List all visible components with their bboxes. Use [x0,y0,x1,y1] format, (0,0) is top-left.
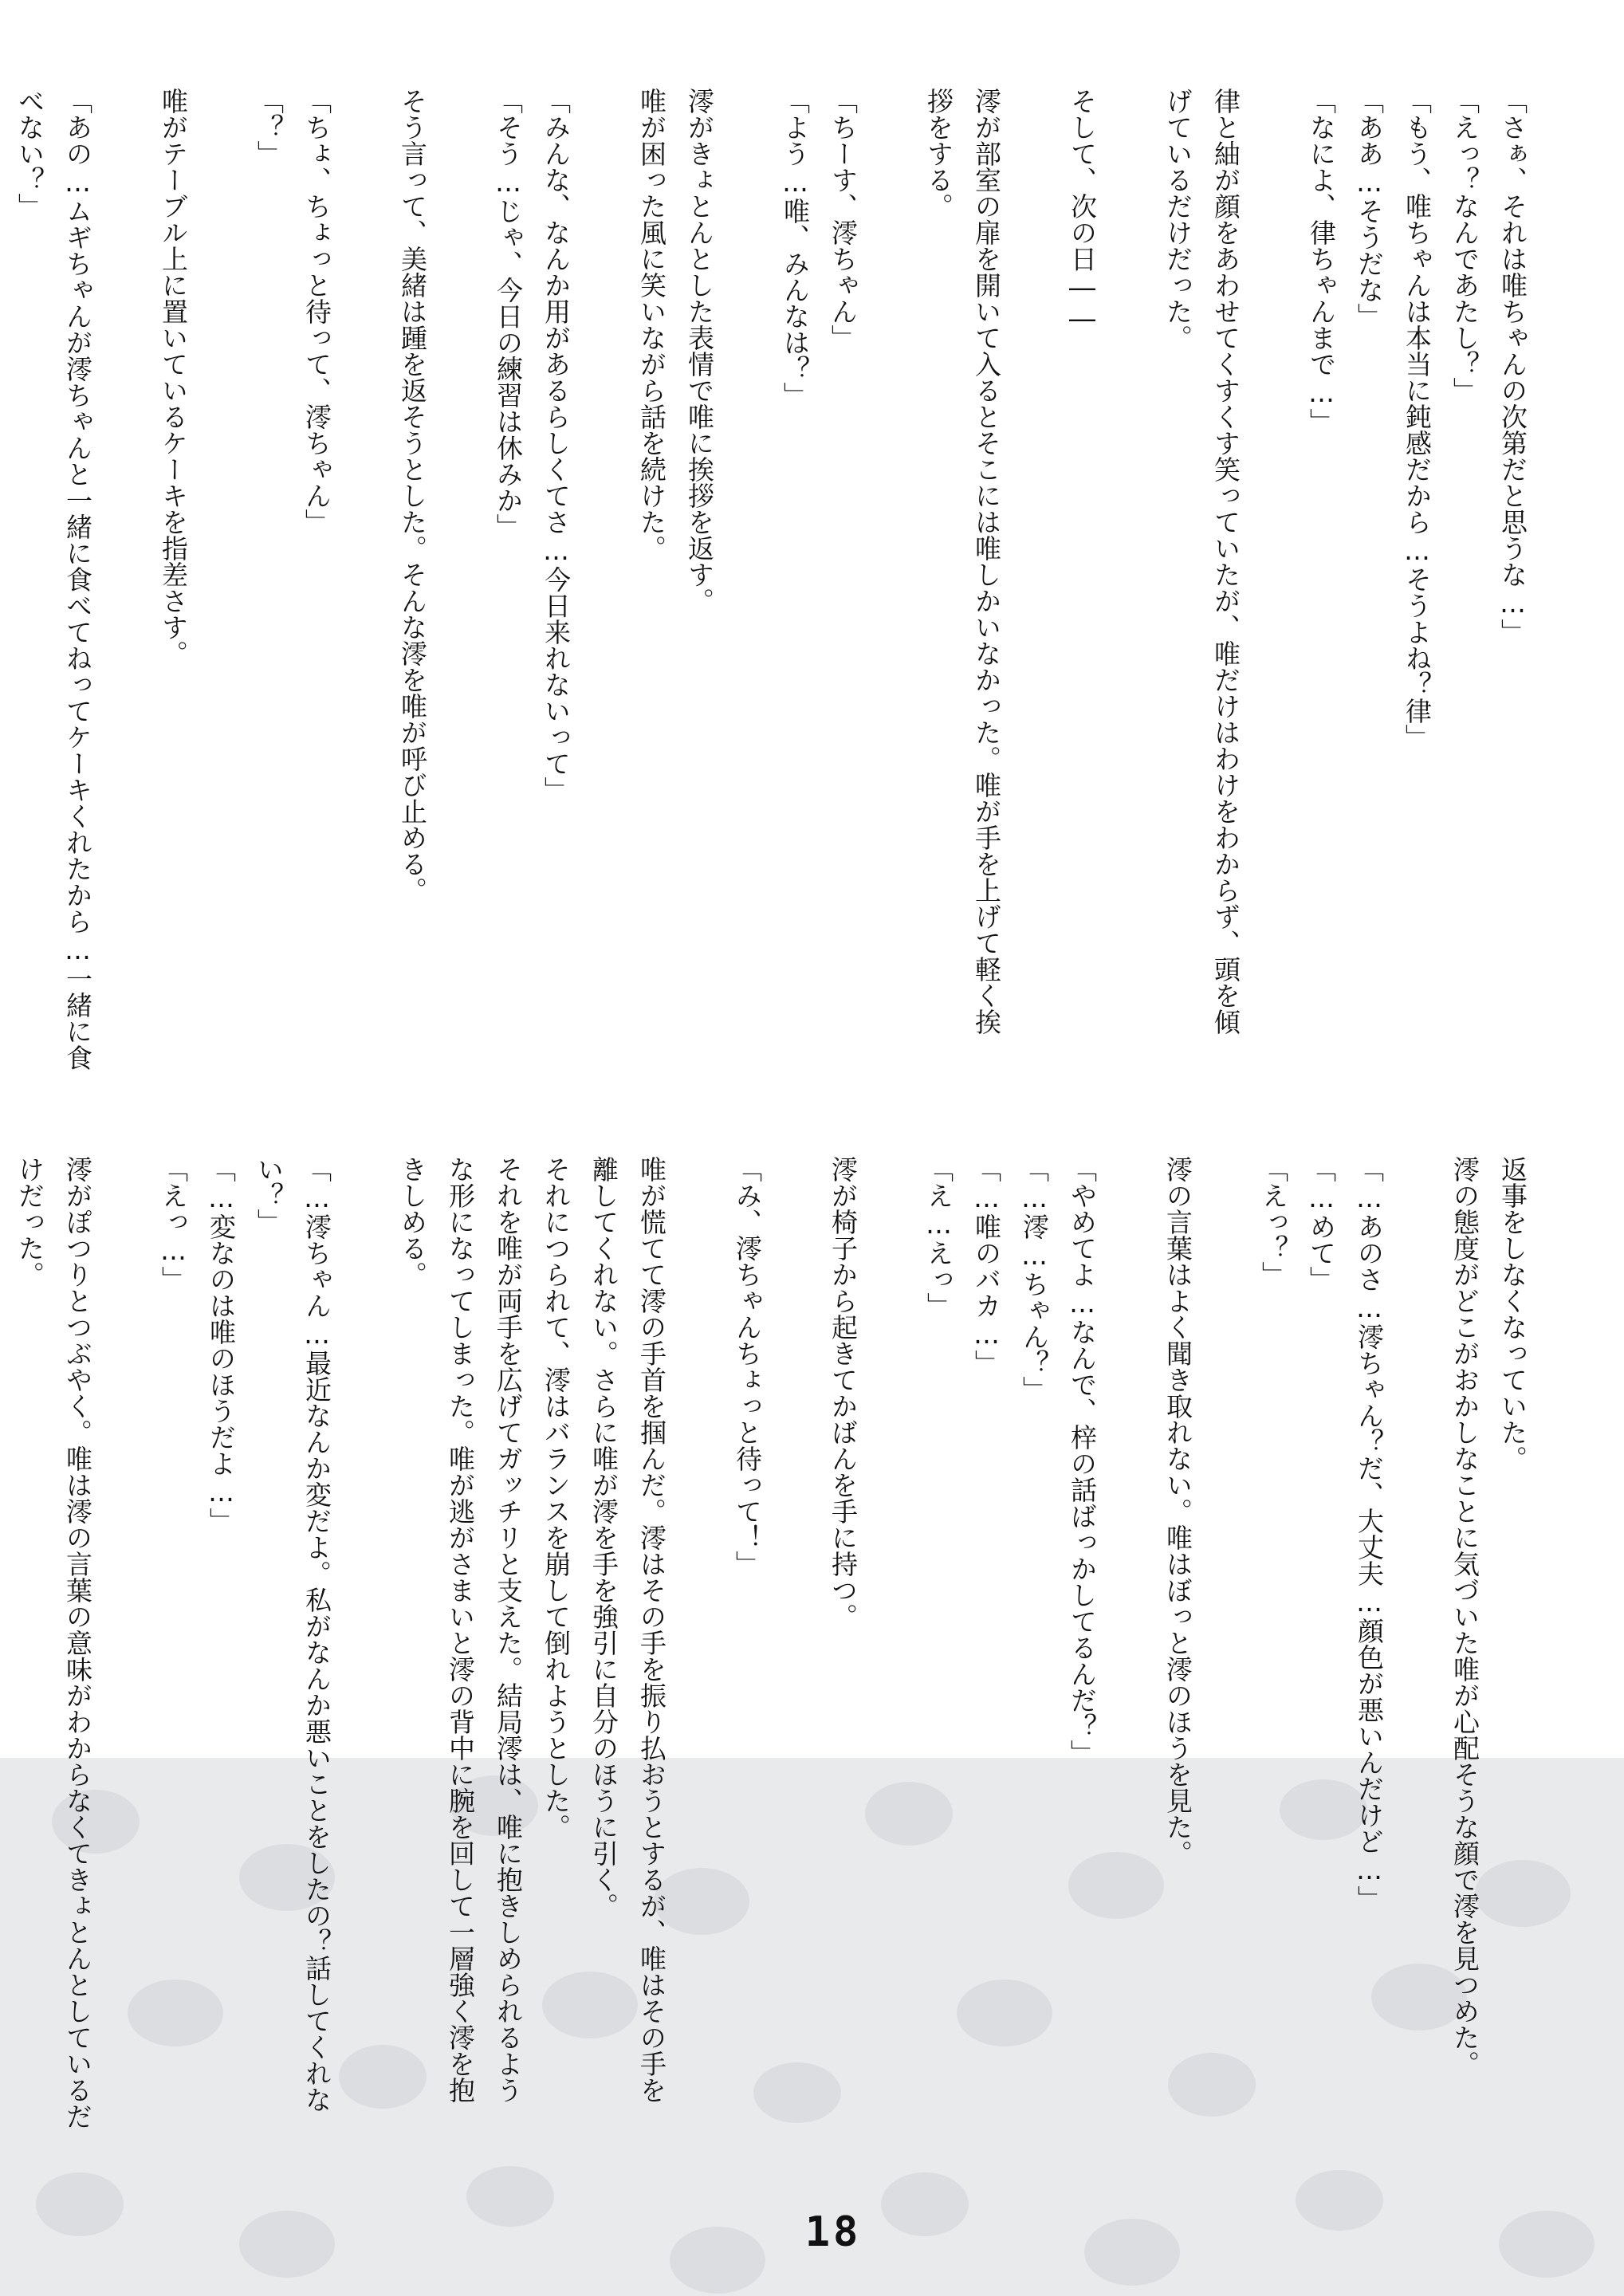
text-line: 澪の態度がどこがおかしなことに気づいた唯が心配そうな顔で澪を見つめた。 [1449,1156,1480,2077]
text-line: そして、次の日―― [1067,88,1098,334]
text-line: 唯がテーブル上に置いているケーキを指差さす。 [158,88,189,666]
text-line: 離してくれない。さらに唯が澪を手を強引に自分のほうに引く。 [588,1156,619,1919]
page-number: 18 [804,2208,862,2256]
text-line: 「み、澪ちゃんちょっと待って！」 [732,1156,763,1577]
text-line [340,1156,388,2176]
text-line: げているだけだった。 [1162,88,1193,351]
text-line: 律と紬が顔をあわせてくすくす笑っていたが、唯だけはわけをわからず、頭を傾 [1210,88,1241,1035]
text-line [436,88,484,1124]
text-line [1106,88,1154,1124]
text-line: 「もう、唯ちゃんは本当に鈍感だから…そうよね？律」 [1402,88,1433,750]
text-line: 「え…えっ」 [923,1156,954,1319]
text-line: い？」 [254,1156,285,1235]
text-line: 澪がぽつりとつぶやく。唯は澪の言葉の意味がわからなくてきょとんとしているだ [62,1156,93,2129]
text-line [580,88,627,1124]
text-line: 澪が椅子から起きてかばんを手に持つ。 [828,1156,859,1630]
text-line: 「…澪…ちゃん？」 [1019,1156,1050,1402]
text-line: 「さぁ、それは唯ちゃんの次第だと思うな…」 [1497,88,1528,645]
text-line: べない？」 [14,88,45,219]
text-line [0,88,6,1124]
text-line: 拶をする。 [923,88,954,219]
text-line [675,1156,723,2176]
text-line: 唯が困った風に笑いながら話を続けた。 [636,88,667,561]
text-line: 唯が慌てて澪の手首を掴んだ。澪はその手を振り払おうとするが、唯はその手を [636,1156,667,2103]
text-line [101,1156,149,2176]
text-line: 「…変なのは唯のほうだよ…」 [206,1156,237,1534]
text-line: けだった。 [14,1156,45,1288]
text-line [1393,1156,1441,2176]
text-line [1249,88,1297,1124]
text-line: 澪の言葉はよく聞き取れない。唯はぼっと澪のほうを見た。 [1162,1156,1193,1866]
lower-text-block [14,1156,1536,2176]
text-line [0,1156,6,2176]
text-line [197,88,245,1124]
text-line: 「…めて」 [1306,1156,1337,1292]
text-line: 「あの…ムギちゃんが澪ちゃんと一緒に食べてねってケーキくれたから…一緒に食 [62,88,93,1071]
text-line: 「ちょ、ちょっと待って、澪ちゃん」 [301,88,332,535]
text-line: 「なによ、律ちゃんまで…」 [1306,88,1337,434]
text-line: 「よう…唯、みんなは？」 [780,88,811,408]
text-line: 「…あのさ…澪ちゃん？だ、大丈夫…顔色が悪いんだけど…」 [1354,1156,1385,1912]
text-line [340,88,388,1124]
text-line: 「えっ？なんであたし？」 [1449,88,1480,403]
text-line: それを唯が両手を広げてガッチリと支えた。結局澪は、唯に抱きしめられるよう [493,1156,524,2103]
upper-text-block [14,88,1536,1124]
text-line [867,88,914,1124]
text-line: 「みんな、なんか用があるらしくてさ…今日来れないって」 [541,88,572,803]
text-line: 返事をしなくなっていた。 [1497,1156,1528,1472]
text-line [101,88,149,1124]
text-line [1201,1156,1249,2176]
text-line: それにつられて、澪はバランスを崩して倒れようとした。 [541,1156,572,1840]
text-line [771,1156,819,2176]
text-line: 「えっ…」 [158,1156,189,1292]
text-line: 澪が部室の扉を開いて入るとそこには唯しかいなかった。唯が手を上げて軽く挨 [971,88,1002,1035]
text-line: 「ちーす、澪ちゃん」 [828,88,859,351]
text-line: そう言って、美緒は踵を返そうとした。そんな澪を唯が呼び止める。 [397,88,428,903]
text-line: 「…唯のバカ…」 [971,1156,1002,1376]
text-line: 「ああ…そうだな」 [1354,88,1385,329]
text-line: 「…澪ちゃん…最近なんか変だよ。私がなんか悪いことをしたの？話してくれな [301,1156,332,2113]
text-line: 「えっ？」 [1258,1156,1289,1288]
text-line: な形になってしまった。唯が逃がさまいと澪の背中に腕を回して一層強く澪を抱 [445,1156,476,2103]
text-line [1010,88,1058,1124]
text-line: 「そう…じゃ、今日の練習は休みか」 [493,88,524,540]
text-line [867,1156,914,2176]
text-line: 「？」 [254,88,285,167]
text-line: 「やめてよ…なんで、梓の話ばっかしてるんだ？」 [1067,1156,1098,1766]
text-line [1106,1156,1154,2176]
text-line [723,88,771,1124]
text-line: きしめる。 [397,1156,428,1288]
text-line: 澪がきょとんとした表情で唯に挨拶を返す。 [684,88,715,614]
